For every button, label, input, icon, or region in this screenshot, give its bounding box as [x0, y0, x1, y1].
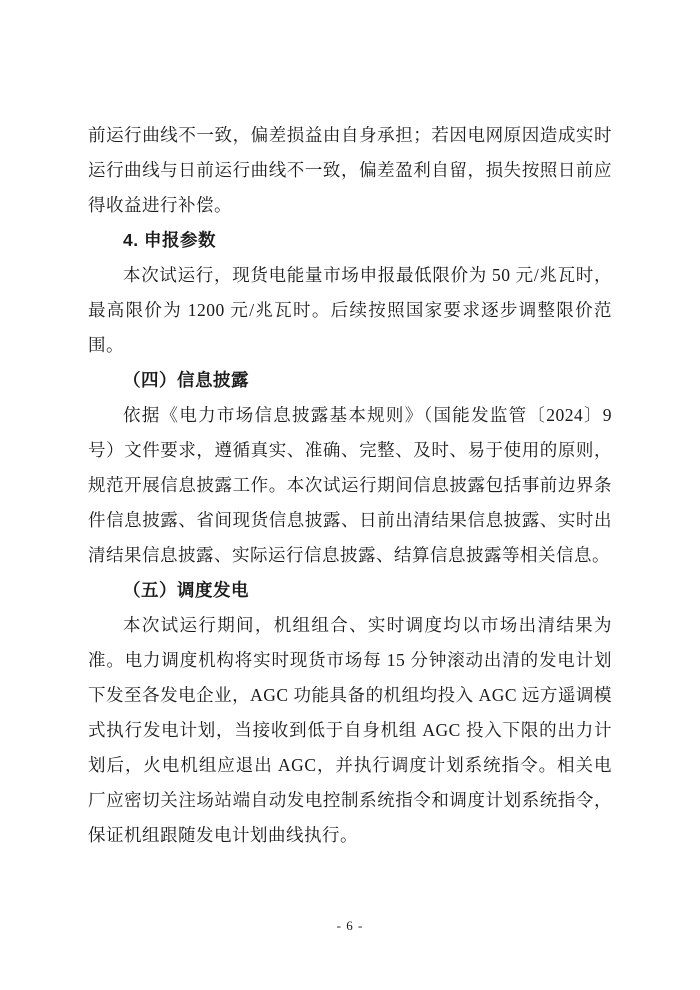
document-body [88, 118, 612, 853]
section-heading-info-disclosure: （四）信息披露 [123, 370, 249, 390]
section-heading-dispatch-generation: （五）调度发电 [123, 580, 249, 600]
page-number: - 6 - [336, 918, 364, 933]
paragraph: 本次试运行期间，机组组合、实时调度均以市场出清结果为准。电力调度机构将实时现货市场每 15 分钟滚动出清的发电计划下发至各发电企业，AGC 功能具备的机组均投入 AGC 远方遥调模式执行发电计划，当接收到低于自身机组 AGC 投入下限的出力计划后，火电机组应退出 AGC，并执行调度计划系统指令。相关电厂应密切关注场站端自动发电控制系统指令和调度计划系统指令，保证机组跟随发电计划曲线执行。 [88, 615, 612, 845]
paragraph: 依据《电力市场信息披露基本规则》（国能发监管〔2024〕9 号）文件要求，遵循真实、准确、完整、及时、易于使用的原则，规范开展信息披露工作。本次试运行期间信息披露包括事前边界条件信息披露、省间现货信息披露、日前出清结果信息披露、实时出清结果信息披露、实际运行信息披露、结算信息披露等相关信息。 [88, 405, 612, 565]
page-footer [0, 917, 700, 935]
paragraph-continued: 前运行曲线不一致，偏差损益由自身承担；若因电网原因造成实时运行曲线与日前运行曲线不一致，偏差盈利自留，损失按照日前应得收益进行补偿。 [88, 125, 612, 215]
paragraph: 本次试运行，现货电能量市场申报最低限价为 50 元/兆瓦时，最高限价为 1200 元/兆瓦时。后续按照国家要求逐步调整限价范围。 [88, 265, 612, 355]
section-heading-declare-params: 4. 申报参数 [123, 230, 216, 250]
